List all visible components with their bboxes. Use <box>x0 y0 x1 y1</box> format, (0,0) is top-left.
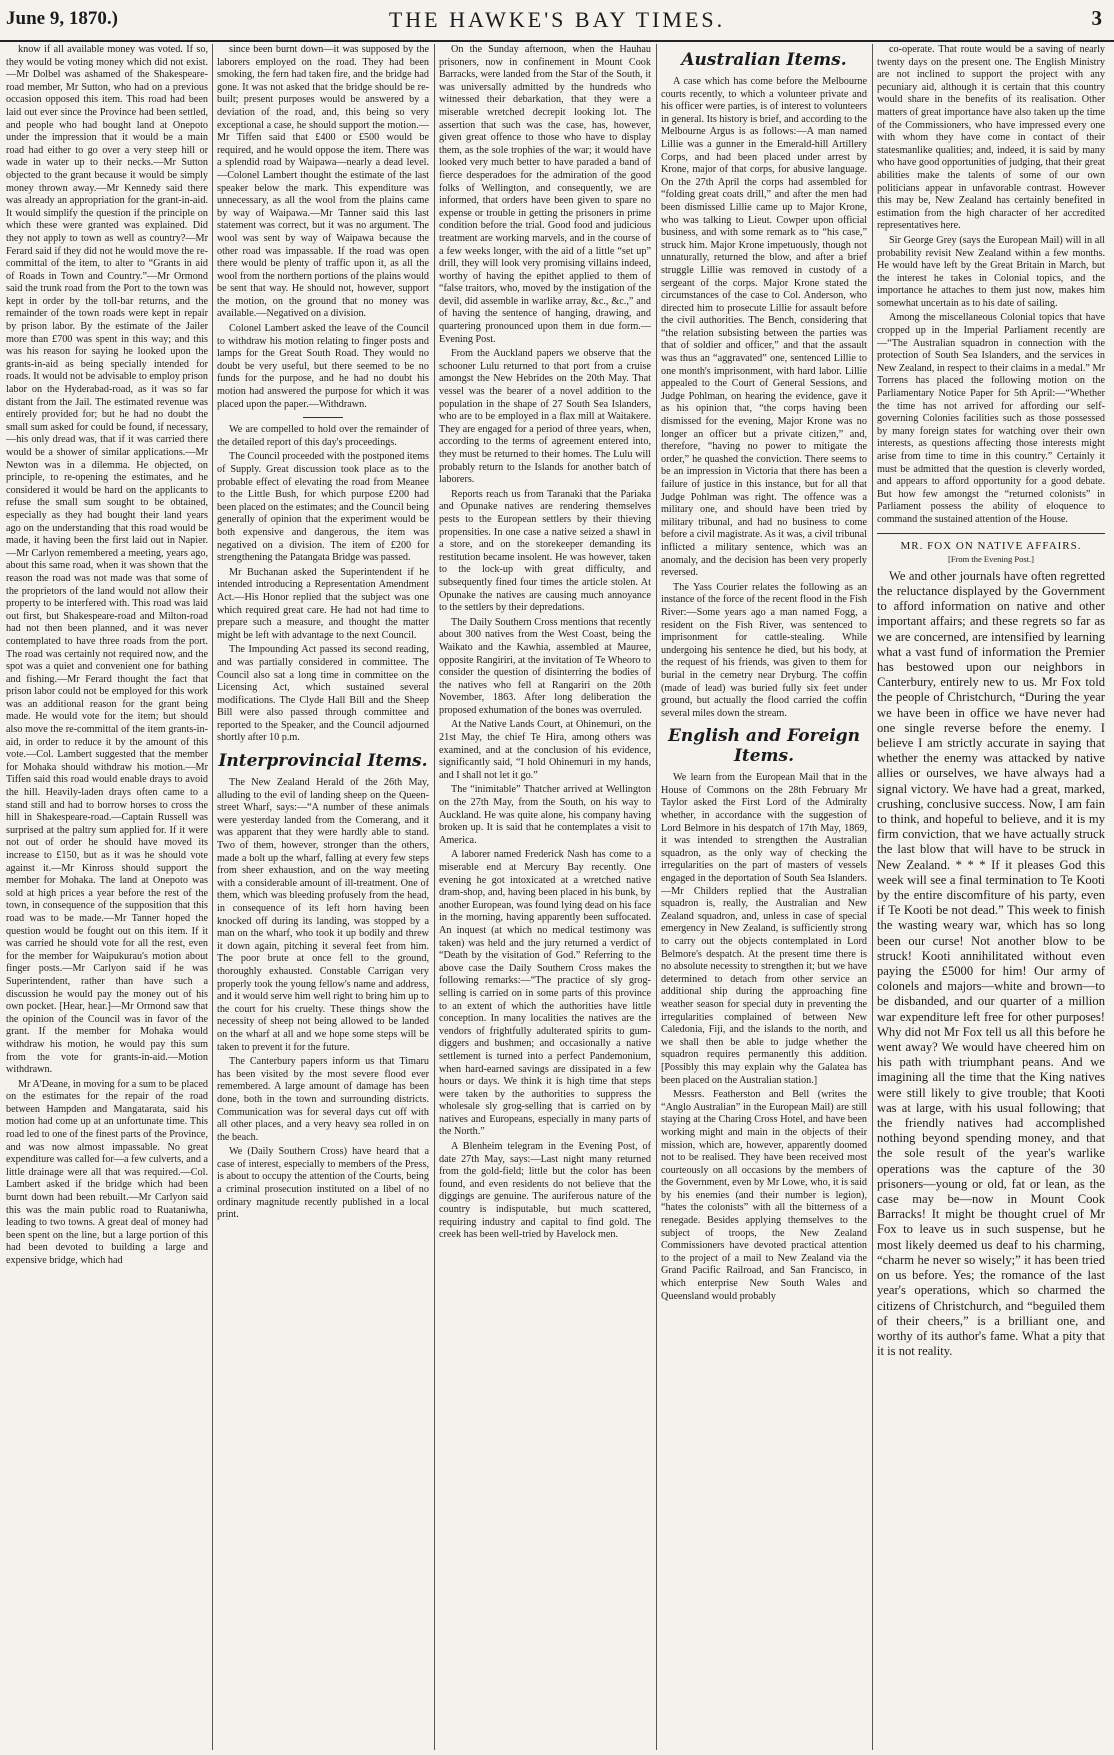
column-divider <box>212 44 213 1750</box>
section-heading-english-foreign: English and Foreign Items. <box>667 726 861 767</box>
newspaper-title: THE HAWKE'S BAY TIMES. <box>388 7 726 32</box>
column-divider <box>434 44 435 1750</box>
page-number: 3 <box>1091 6 1102 30</box>
column-3 <box>439 44 651 1750</box>
article-paragraph: The “inimitable” Thatcher arrived at Wellington on the 27th May, from the South, on his way to Auckland. He was quite alone, his company having broken up. It is said that he contemplates a visit to America. <box>439 784 651 846</box>
article-paragraph: know if all available money was voted. If so, they would be voting money which did not exist.—Mr Dolbel was ashamed of the Shakespeare-road member, Mr Sutton, who had on a previous occasion opposed this item. This road had been laid out ever since the Province had been settled, and people who had bought land at Onepoto under the impression that it would be a main road had either to go over a very steep hill or wade in water up to their necks.—Mr Sutton objected to the grant because it would be simply money thrown away.—Mr Kennedy said there was already an appropriation for the grant-in-aid. It would simplify the question if the principle on which these were granted was explained. Did they not apply to town as well as country?—Mr Ferard said if they did not he would move the re-committal of the item, to alter to “Grants in aid of Roads in Town and Country.”—Mr Ormond said the trunk road from the Port to the town was kept in order by the toll-bar returns, and the remainder of the town roads were kept in repair by prison labor. By the estimate of the Jailer more than £700 was spent in this way; and this was his reason for saying he looked upon the grants-in-aid as being specially intended for roads. It would not be advisable to employ prison labor on the Hyderabad-road, as it was so far distant from the Jail. The estimated revenue was entirely provided for; but he had no doubt the small sum asked for could be found, if necessary,—his only dread was, that if it was carried there would be a shower of similar applications.—Mr Newton was in a dilemma. He objected, on principle, to re-opening the estimates, and he considered it would be hard on the applicants to refuse the small sum sought to be obtained, especially as they had bought their land years ago on the understanding that this road would be made, it having been the first laid out in Napier.—Mr Carlyon remembered a meeting, years ago, about this same road, when it was shown that the reason the road was not made was that some of the proprietors of the land would not allow their property to be interfered with. This road was laid out first, but Shakespeare-road and Milton-road had not then been planned, and it was never contemplated to have three roads from the port. The road was certainly not required now, and the spot was a quiet and convenient one for bathing and fishing.—Mr Ferard thought the fact that prison labor could not be employed for this work was an additional reason for the grant being made. He would vote for the item; but should also move the re-committal of the item grants-in-aid, in order to reduce it by the amount of this vote.—Col. Lambert suggested that the member for Mohaka should withdraw his motion.—Mr Tiffen said this road would enable drays to avoid the hill. Heavily-laden drays often came to a stand still and had to borrow horses to cross the hill in Shakespeare-road.—Captain Russell was surprised at the paltry sum applied for. If it were not out of order he should have moved its increase to £150, but as it was he should vote against it.—Mr Kinross should support the member for Mohaka. The land at Onepoto was sold at high prices a year before the rest of the town, in consequence of the supposition that this road was to be made.—Mr Tanner hoped the question would be fought out on this item. If it was carried he should vote for all the rest, even for the member for Waipukurau's motion about finger posts.—Mr Carlyon said if he was Superintendent, rather than have such a discussion he would pay the money out of his own pocket. [Hear, hear.]—Mr Ormond saw that the opinion of the Council was in favor of the grant. If the member for Mohaka would withdraw his motion, he would pay this sum from the vote for grants-in-aid.—Motion withdrawn. <box>6 44 208 1076</box>
article-paragraph: Reports reach us from Taranaki that the Pariaka and Opunake natives are rendering themselves pests to the European settlers by their thieving propensities. In one case a native seized a shawl in a store, and on the storekeeper demanding its restitution became insolent. He was however, taken to the lock-up with great difficulty, and subsequently fined four times the article stolen. At Opunake the natives are causing much annoyance to the settlers by their depredations. <box>439 488 651 614</box>
column-5 <box>877 44 1105 1750</box>
article-paragraph: The Council proceeded with the postponed items of Supply. Great discussion took place as to the probable effect of elevating the road from Meanee to the Little Bush, for which purpose £200 had been placed on the estimates; and the Council being generally of opinion that the experiment would be both expensive and dangerous, the item was negatived on a division. The item of £200 for strengthening the Patangata Bridge was passed. <box>217 451 429 564</box>
article-heading-mr-fox: MR. FOX ON NATIVE AFFAIRS. <box>900 539 1082 552</box>
masthead <box>0 0 1114 42</box>
section-heading-interprovincial: Interprovincial Items. <box>218 751 428 772</box>
issue-date: June 9, 1870.) <box>6 8 118 29</box>
article-paragraph: Sir George Grey (says the European Mail) will in all probability revisit New Zealand within a few months. He would have left by the Great Britain in March, but the interest he takes in Colonial topics, and the importance he attaches to them just now, makes him somewhat uncertain as to his date of sailing. <box>877 234 1105 309</box>
article-paragraph: The Canterbury papers inform us that Timaru has been visited by the most severe flood ever remembered. A large amount of damage has been done, both in the town and surrounding districts. Communication was for several days cut off with all other places, and a very heavy sea rolled in on the beach. <box>217 1056 429 1143</box>
article-paragraph: A laborer named Frederick Nash has come to a miserable end at Mercury Bay recently. One evening he got intoxicated at a wretched native dram-shop, and, having been placed in his bunk, by another European, was found lying dead on his face in the morning, having apparently been suffocated. An inquest (at which no medical testimony was taken) was held and the jury returned a verdict of “Death by the visitation of God.” Referring to the above case the Daily Southern Cross makes the following remarks:—“The practice of sly grog-selling is carried on in some parts of this province to an extent of which the authorities have little conception. In many localities the natives are the vendors of frightfully adulterated spirits to gum-diggers and bushmen; and occasionally a native settlement is turned into a perfect Pandemonium, when hard-earned savings are dissipated in a few hours or days. We think it is high time that steps were taken by the authorities to suppress the wholesale sly grog-selling that is carried on by natives and Europeans, especially in many parts of the North.” <box>439 849 651 1138</box>
article-paragraph: The Daily Southern Cross mentions that recently about 300 natives from the West Coast, being the Waikato and the Kawhia, assembled at Mauree, opposite Rangiriri, at the invitation of Te Wheoro to consider the question of disinterring the bodies of the natives who fell at Rangariri on the 20th November, 1863. After long deliberation the proposed exhumation of the bones was overruled. <box>439 616 651 716</box>
section-heading-australian: Australian Items. <box>681 50 847 70</box>
article-paragraph: co-operate. That route would be a saving of nearly twenty days on the present one. The English Ministry are not inclined to support the project with any pecuniary aid, although it is certain that this country would share in the benefits of its realisation. Other matters of great importance have also taken up the time of the Commissioners, who have impressed every one with whom they have come in contact of their statesmanlike qualities; and, indeed, it is said by many who have good opportunities of judging, that their great abilities make the talents of some of our own politicians appear in unfavorable contrast. However this may be, New Zealand has certainly benefited in estimation from the high character of her accredited representatives here. <box>877 44 1105 232</box>
article-paragraph: Among the miscellaneous Colonial topics that have cropped up in the Imperial Parliament recently are—“The Australian squadron in connection with the protection of South Sea Islanders, and the services in New Zealand, in respect to their claims in a medal.” Mr Torrens has placed the following motion on the Parliamentary Notice Paper for 5th April:—“Whether the time has not arrived for affording our self-governing Colonies facilities such as those possessed by many foreign states for watching over their own interests, as questions affecting those interests might arise from time to time in this country.” Certainly it must be admitted that the question is cleverly worded, and appears to afford opportunity for a good debate. But how few amongst the “returned colonists” in Parliament possess the ability of eloquence to command the sustained attention of the House. <box>877 312 1105 525</box>
article-paragraph: At the Native Lands Court, at Ohinemuri, on the 21st May, the chief Te Hira, among others was examined, and at the conclusion of his evidence, significantly said, “I hold Ohinemuri in my hands, and I shall not let it go.” <box>439 719 651 781</box>
article-paragraph: We are compelled to hold over the remainder of the detailed report of this day's proceedings. <box>217 424 429 448</box>
column-2 <box>217 44 429 1750</box>
article-paragraph: The Yass Courier relates the following as an instance of the force of the recent flood in the Fish River:—Some years ago a man named Fogg, a resident on the Fish River, was sentenced to imprisonment for cattle-stealing. While undergoing his sentence he died, but his body, at the request of his friends, was given to them for burial in the cemetry near Dryburg. The coffin (made of lead) was buried fully six feet under ground, but actually the flood carried the coffin several miles down the stream. <box>661 581 867 719</box>
article-paragraph: We and other journals have often regretted the reluctance displayed by the Government to afford information on native and other important affairs; and these regrets so far as we are concerned, are intensified by learning what a vast fund of information the Premier has bestowed upon our neighbors in Canterbury, entirely new to us. Mr Fox told the people of Christchurch, “During the year we have been in office we have never had one single reverse before the enemy. I believe I am strictly accurate in saying that whether the enemy was attacked by native allies or ourselves, we have always had a signal victory. We have had a great, marked, crushing, conclusive success. Now, I am fain to think, and hopeful to believe, and it is my firm conviction, that we have actually struck the last blow that will have to be struck in New Zealand. * * * If it pleases God this week will see a final termination to Te Kooti by the entire discomfiture of his party, even if Te Kooti be not dead.” This week to finish the wasting weary war, which has so long been our curse! Not another blow to be struck! Kooti annihilitated without even paying the £5000 for him! Our army of colonels and majors—white and brown—to be disbanded, and our quarter of a million war expenditure left free for other purposes! Why did not Mr Fox tell us all this before he went away? We would have cheered him on his path with triumphant peans. And we imagining all the time that the King natives were still likely to give trouble; that Kooti was at large, with his usual following; that the friendly natives had accomplished nothing beyond spending money, and that the sole result of the year's warlike operations was the capture of the 30 prisoners—young or old, fat or lean, as the case may be—now in Mount Cook Barracks! It might be thought cruel of Mr Fox to leave us in such suspense, but he most likely deemed us deaf to his charming, “charm he never so wisely;” it has been tried on us before. Yes; the romance of the last year's operations, which so charmed the citizens of Christchurch, and “beguiled them of their cheers,” is a brilliant one, and worthy of its author's fame. What a pity that it is not reality. <box>877 568 1105 1359</box>
article-paragraph: Mr A'Deane, in moving for a sum to be placed on the estimates for the repair of the road between Hampden and Mangatarata, said his motion had come up at an unfortunate time. This road led to one of the finest parts of the Province, and was now almost impassable. No great expenditure was called for—a few culverts, and a little drainage were all that was required.—Col. Lambert asked if the bridge which had been burnt down had been rebuilt.—Mr Carlyon said this was the main public road to Ruataniwha, leading to two towns. A great deal of money had been spent on the line, but a large portion of this had been devoted to building a large and expensive bridge, which had <box>6 1078 208 1266</box>
article-paragraph: A case which has come before the Melbourne courts recently, to which a volunteer private and his officer were parties, is of interest to volunteers in general. Its history is brief, and according to the Melbourne Argus is as follows:—A man named Lillie was a gunner in the Emerald-hill Artillery Corps, and had been placed under arrest by Krone, major of that corps, for abusive language. On the 27th April the corps had assembled for “folding great coats drill,” and after the men had been dismissed Lillie came up to Major Krone, who was talking to Lieut. Cowper upon official business, and with some remark as to “his case,” struck him. Major Krone impetuously, though not unnaturally, returned the blow, and after a brief struggle Lillie was removed in custody of a sergeant of the corps. Major Krone stated the circumstances of the case to Col. Anderson, who directed him to prosecute Lillie for assault before the civil authorities. The Bench, considering that “the relation subsisting between the parties was that of soldier and officer,” and that the assault was thus an “aggravated” one, sentenced Lillie to one month's imprisonment, with hard labor. Lillie appealed to the Court of General Sessions, and Judge Pohlman, on hearing the evidence, gave it as his opinion that, “the corps having been dismissed for the evening, Major Krone was no longer an officer but a private citizen,” and, therefore, “having no power to mitigate the order,” he quashed the conviction. There seems to be an impression in Victoria that there has been a failure of justice in this instance, but for all that Judge Pohlman was right. The offence was a military one, and should have been tried by military tribunal, and had no business to come before a civil magistrate. As it was, a civil tribunal inflicted a military sentence, which was an anomaly, and the decision has been very properly reversed. <box>661 76 867 579</box>
section-divider <box>877 533 1105 534</box>
article-paragraph: Mr Buchanan asked the Superintendent if he intended introducing a Representation Amendment Act.—His Honor replied that the subject was one which required great care. He had not had time to prepare such a measure, and thought the matter might be left with advantage to the next Council. <box>217 566 429 641</box>
article-paragraph: since been burnt down—it was supposed by the laborers employed on the road. They had been smoking, the fern had taken fire, and the bridge had gone. It was not asked that the bridge should be re-built; present purposes would be answered by a deviation of the road, and, this being so very exceptional a case, he should support the motion.—Mr Tiffen said that £400 or £500 would be required, and he would oppose the item. There was a splendid road by Waipawa—nearly a dead level.—Colonel Lambert thought the estimate of the last speaker below the mark. This expenditure was unnecessary, as all the wool from the plains came by way of Waipawa.—Mr Tanner said this last statement was correct, but it was no argument. The wool was sent by way of Waipawa because the other road was impassable. If the road was open there would be plenty of traffic upon it, as all the wool from the northern portions of the plains would be sent that way. He should not, however, support the motion, on the ground that no money was available.—Negatived on a division. <box>217 44 429 320</box>
article-paragraph: A Blenheim telegram in the Evening Post, of date 27th May, says:—Last night many returned from the gold-field; little but the color has been found, and even residents do not believe that the diggings are genuine. The auriferous nature of the country is indisputable, but much scattered, requiring industry and capital to find gold. The creek has been well-tried by Havelock men. <box>439 1141 651 1241</box>
article-paragraph: We (Daily Southern Cross) have heard that a case of interest, especially to members of the Press, is about to occupy the attention of the Courts, being a criminal prosecution instituted on a libel of no ordinary magnitude recently published in a local print. <box>217 1146 429 1221</box>
article-paragraph: Colonel Lambert asked the leave of the Council to withdraw his motion relating to finger posts and lamps for the Great South Road. They would no doubt be very useful, but there seemed to be no funds for the purpose, and he had no doubt his motion had answered the purpose for which it was placed upon the paper.—Withdrawn. <box>217 323 429 410</box>
article-paragraph: From the Auckland papers we observe that the schooner Lulu returned to that port from a cruise amongst the New Hebrides on the 20th May. That vessel was the bearer of a novel addition to the population in the shape of 27 South Sea Islanders, who are to be employed in a flax mill at Waitakere. They are engaged for a period of three years, when, according to the terms of agreement entered into, they must be returned to their homes. The Lulu will probably return to the Islands for another batch of laborers. <box>439 348 651 486</box>
column-4 <box>661 44 867 1750</box>
column-1 <box>6 44 208 1750</box>
section-divider <box>303 417 343 418</box>
column-divider <box>656 44 657 1750</box>
article-paragraph: Messrs. Featherston and Bell (writes the “Anglo Australian” in the European Mail) are still staying at the Charing Cross Hotel, and have been working might and main in the objects of their mission, which are, however, apparently doomed not to be realised. They have been received most courteously on all occasions by the members of the Government, even by Mr Lowe, who, it is said by his enemies (and their number is legion), “hates the colonists” with all the bitterness of a renegade. Besides applying themselves to the subject of troops, the New Zealand Commissioners have devoted practical attention to the project of a mail to New Zealand via the Grand Pacific Railroad, and San Francisco, in which enterprise New South Wales and Queensland would probably <box>661 1089 867 1302</box>
article-paragraph: We learn from the European Mail that in the House of Commons on the 28th February Mr Taylor asked the First Lord of the Admiralty whether, in accordance with the suggestion of Lord Belmore in his despatch of 17th May, 1869, it was intended to strengthen the Australian squadron, as the only way of checking the irregularities on the part of masters of vessels engaged in the deportation of South Sea Islanders.—Mr Childers replied that the Australian squadron is, really, the Australian and New Zealand squadron, and, unless in case of special emergency in New Zealand, is sufficiently strong to carry out the objects contemplated in Lord Belmore's despatch. At the present time there is no absolute necessity to strengthen it; but we have determined to detach from other service an additional ship during the approaching fine weather season for special duty in preventing the irregularities complained of between New Caledonia, Fiji, and the islands to the north, and we shall then be able to judge whether the squadron requires permanently this addition. [Possibly this may explain why the Galatea has been placed on the Australian station.] <box>661 772 867 1086</box>
article-paragraph: On the Sunday afternoon, when the Hauhau prisoners, now in confinement in Mount Cook Barracks, were landed from the Star of the South, it was universally admitted by the hundreds who witnessed their debarkation, that they were a miserable wretched decrepit looking lot. The assertion that such was the case, has, however, given great offence to those who have to display them, as the sole trophies of the war; it would have looked very much better to have paraded a band of fierce desperadoes for the admiration of the good folks of Wellington, and consequently, we are informed, that orders have been given to spare no expense or trouble in getting the prisoners in prime condition before the trial. Good food and judicious treatment are working marvels, and in the course of a few weeks longer, with the aid of a little “set up” drill, they will look very promising villains indeed, worthy of having the epithet applied to them of “false traitors, who, moved by the instigation of the devil, did assemble in warlike array, &c., &c.,” and of having the sentence of hanging, drawing, and quartering pronounced upon them in due form.—Evening Post. <box>439 44 651 345</box>
article-paragraph: The New Zealand Herald of the 26th May, alluding to the evil of landing sheep on the Queen-street Wharf, says:—“A number of these animals were yesterday landed from the Comerang, and it was apparent that they were hardly able to stand. Two of them, however, stronger than the others, made a bolt up the wharf, falling at every few steps from sheer exhaustion, and on the way meeting with a considerable amount of ill-treatment. One of them, which was bleeding profusely from the head, in consequence of its left horn having been knocked off during its landing, was stopped by a man on the wharf, who took it up bodily and threw it down again, pitching it several feet from him. The poor brute at once fell to the ground, thoroughly exhausted. Constable Carrigan very properly took the young fellow's name and address, and it would serve him well right to bring him up to the court for his cruelty. These things show the necessity of sheep not being allowed to be landed on the wharf at all and we hope some steps will be taken to prevent it for the future. <box>217 777 429 1053</box>
article-paragraph: The Impounding Act passed its second reading, and was partially considered in committee. The Council also sat a long time in committee on the Licensing Act, which sustained several modifications. The Clyde Hall Bill and the Sheep Bill were also passed through committee and reported to the Speaker, and the Council adjourned shortly after 10 p.m. <box>217 644 429 744</box>
article-source-note: [From the Evening Post.] <box>948 554 1034 565</box>
article-mr-fox-body <box>877 569 1105 1360</box>
column-divider <box>872 44 873 1750</box>
